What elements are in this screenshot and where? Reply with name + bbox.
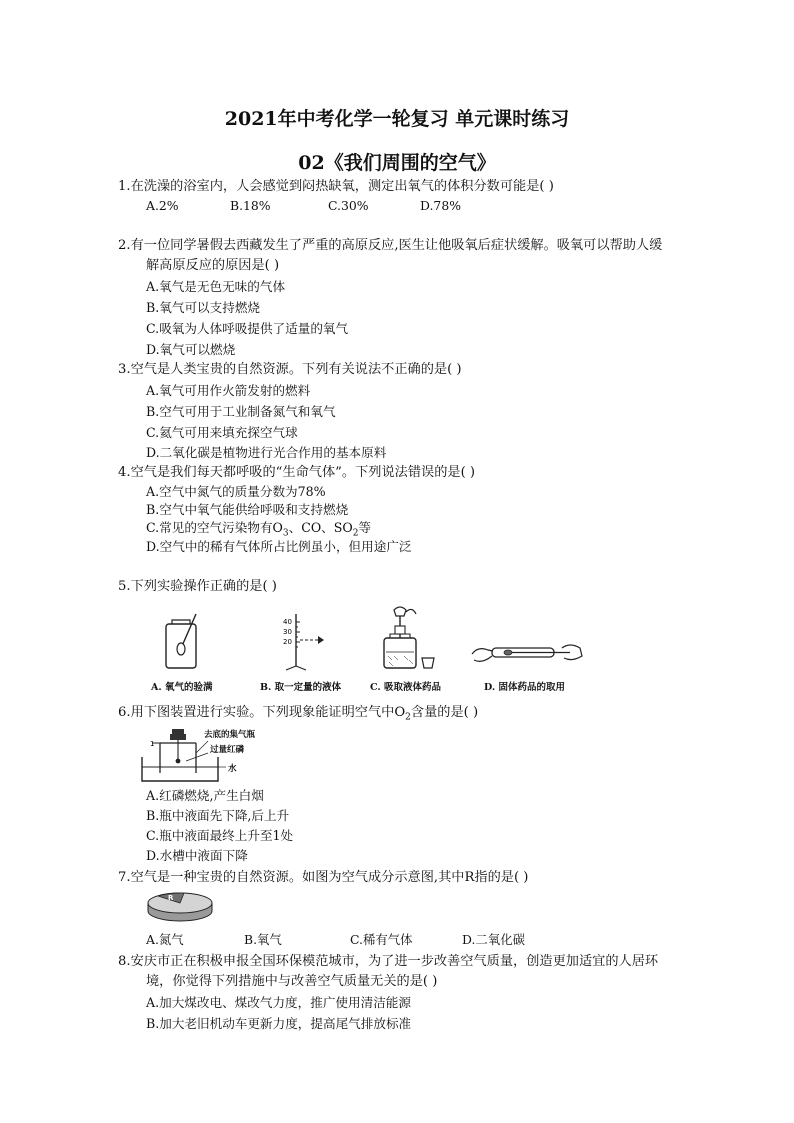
question-4-option-b: B.空气中氧气能供给呼吸和支持燃烧 <box>146 502 349 517</box>
question-6-stem: 6.用下图装置进行实验。下列现象能证明空气中$O_2$含量的是( ) <box>118 705 479 723</box>
question-7-option-b: B.氧气 <box>244 932 282 947</box>
figure-a-oxygen-test <box>160 612 210 670</box>
question-3-option-d: D.二氧化碳是植物进行光合作用的基本原料 <box>146 445 387 460</box>
figure-b-measuring-cylinder <box>278 610 328 672</box>
question-6-option-a: A.红磷燃烧,产生白烟 <box>146 788 264 803</box>
document-title: 2021年中考化学一轮复习 单元课时练习 <box>224 108 570 130</box>
figure-c-dropper <box>376 604 438 672</box>
scale-label-20: 20 <box>283 638 292 646</box>
figure-6-label-bottle: 去底的集气瓶 <box>204 730 256 740</box>
question-8-stem-line1: 8.安庆市正在积极申报全国环保模范城市，为了进一步改善空气质量，创造更加适宜的人居环 <box>118 954 659 969</box>
figure-7-air-composition-pie <box>144 891 216 923</box>
question-1-option-c: C.30% <box>328 198 369 213</box>
question-7-option-a: A.氮气 <box>146 932 184 947</box>
figure-c-caption: C. 吸取液体药品 <box>370 682 442 693</box>
document-subtitle: 02《我们周围的空气》 <box>298 152 496 174</box>
question-1-option-d: D.78% <box>420 198 461 213</box>
question-6-option-c: C.瓶中液面最终上升至1处 <box>146 828 294 843</box>
question-5-stem: 5.下列实验操作正确的是( ) <box>118 579 277 594</box>
question-1-stem: 1.在洗澡的浴室内，人会感觉到闷热缺氧，测定出氧气的体积分数可能是( ) <box>118 179 554 194</box>
question-4-option-a: A.空气中氮气的质量分数为78% <box>146 484 326 499</box>
question-3-option-a: A.氧气可用作火箭发射的燃料 <box>146 383 311 398</box>
figure-b-caption: B. 取一定量的液体 <box>260 682 342 693</box>
question-4-stem: 4.空气是我们每天都呼吸的“生命气体”。下列说法错误的是( ) <box>118 465 476 480</box>
question-6-option-d: D.水槽中液面下降 <box>146 848 248 863</box>
question-2-option-c: C.吸氧为人体呼吸提供了适量的氧气 <box>146 321 349 336</box>
question-4-option-d: D.空气中的稀有气体所占比例虽小，但用途广泛 <box>146 539 412 554</box>
question-1-option-a: A.2% <box>146 198 179 213</box>
question-7-stem: 7.空气是一种宝贵的自然资源。如图为空气成分示意图,其中R指的是( ) <box>118 870 529 885</box>
figure-6-label-water: 水 <box>228 764 237 774</box>
question-2-stem-line2: 解高原反应的原因是( ) <box>146 258 280 273</box>
scale-label-40: 40 <box>283 618 292 626</box>
question-3-option-b: B.空气可用于工业制备氮气和氧气 <box>146 404 336 419</box>
question-2-option-a: A.氧气是无色无味的气体 <box>146 279 286 294</box>
question-7-option-d: D.二氧化碳 <box>462 932 525 947</box>
figure-a-caption: A. 氧气的验满 <box>151 682 213 693</box>
question-8-stem-line2: 境，你觉得下列措施中与改善空气质量无关的是( ) <box>146 974 438 989</box>
figure-6-label-phosphorus: 过量红磷 <box>210 745 245 755</box>
question-7-option-c: C.稀有气体 <box>350 932 413 947</box>
scale-label-30: 30 <box>283 628 292 636</box>
figure-7-label-r: R <box>168 894 174 902</box>
question-1-option-b: B.18% <box>230 198 271 213</box>
figure-d-caption: D. 固体药品的取用 <box>484 682 566 693</box>
figure-d-solid-reagent <box>470 638 585 668</box>
question-8-option-b: B.加大老旧机动车更新力度，提高尾气排放标准 <box>146 1016 412 1031</box>
question-4-option-c: C.常见的空气污染物有$O_3$、CO、$SO_2$等 <box>146 520 372 539</box>
question-2-option-b: B.氧气可以支持燃烧 <box>146 300 261 315</box>
question-3-option-c: C.氦气可用来填充探空气球 <box>146 425 298 440</box>
question-2-stem-line1: 2.有一位同学暑假去西藏发生了严重的高原反应,医生让他吸氧后症状缓解。吸氧可以帮助人缓 <box>118 238 663 253</box>
question-8-option-a: A.加大煤改电、煤改气力度，推广使用清洁能源 <box>146 995 411 1010</box>
svg-text:1: 1 <box>150 740 155 748</box>
question-2-option-d: D.氧气可以燃烧 <box>146 342 236 357</box>
question-6-option-b: B.瓶中液面先下降,后上升 <box>146 808 290 823</box>
question-3-stem: 3.空气是人类宝贵的自然资源。下列有关说法不正确的是( ) <box>118 362 462 377</box>
